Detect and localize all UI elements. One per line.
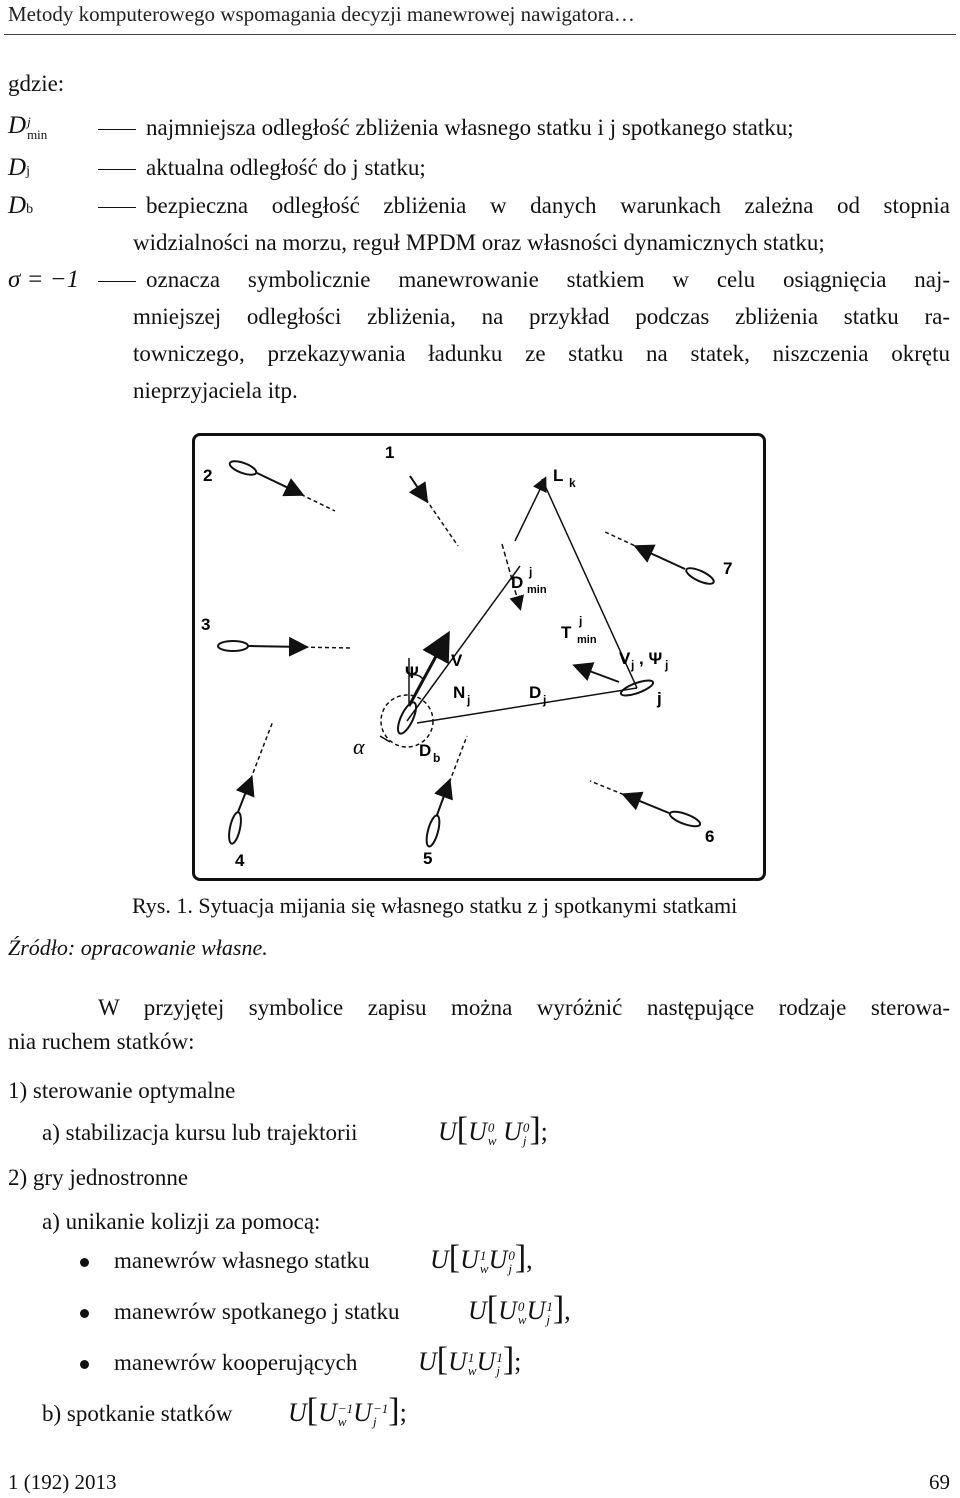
footer-page-number: 69 (929, 1470, 950, 1494)
def-db-symbol: Db (8, 192, 34, 219)
running-header: Metody komputerowego wspomagania decyzji manewrowej nawigatora… (8, 2, 635, 26)
label-nj-sub: j (467, 693, 471, 707)
formula-1a: U[U0 w U0 j]; (438, 1111, 548, 1149)
item-2: 2) gry jednostronne (8, 1165, 189, 1190)
ship-2-track (228, 459, 335, 511)
header-rule (4, 34, 956, 35)
ship-6-track (590, 781, 702, 829)
label-v: V (451, 651, 463, 670)
label-tmin-sup: j (579, 614, 583, 628)
formula-2b: U[U−1 w U−1 j ]; (288, 1392, 407, 1430)
label-db: D (419, 741, 432, 760)
formula-b2: U[U0 wU1 j], (468, 1290, 571, 1328)
label-psi: Ψ (405, 663, 419, 682)
def-db-line1: bezpieczna odległość zbliżenia w danych warunkach zależna od stopnia (98, 188, 950, 224)
ship-3-track (218, 641, 350, 651)
gdzie-label: gdzie: (8, 71, 65, 96)
label-dmin-sup: j (529, 565, 533, 579)
label-nj: N (453, 683, 466, 702)
def-dmin-text: najmniejsza odległość zbliżenia własnego statku i j spotkanego statku; (98, 110, 794, 146)
figure-source: Źródło: opracowanie własne. (8, 935, 268, 960)
label-vj: V (619, 649, 631, 668)
def-sigma-line2: mniejszej odległości zbliżenia, na przykład podczas zbliżenia statku ra- (133, 304, 950, 329)
def-db-line2: widzialności na morzu, reguł MPDM oraz własności dynamicznych statku; (133, 230, 825, 255)
bullet-3 (80, 1345, 89, 1381)
body-para-line2: nia ruchem statków: (8, 1029, 195, 1054)
label-psij-sub: j (665, 658, 669, 672)
lk-arrow (515, 479, 545, 541)
figure-caption: Rys. 1. Sytuacja mijania się własnego statku z j spotkanymi statkami (132, 893, 738, 918)
ship-7-track (603, 531, 716, 587)
label-lk: L (553, 466, 564, 485)
bullet-1 (80, 1243, 89, 1279)
def-dj-text: aktualna odległość do j statku; (98, 150, 426, 186)
label-vj-sub: j (631, 658, 635, 672)
bullet-3-text: manewrów kooperujących (114, 1350, 358, 1375)
label-db-sub: b (433, 751, 441, 765)
label-1: 1 (385, 443, 395, 462)
item-1: 1) sterowanie optymalne (8, 1078, 236, 1103)
label-j: j (657, 689, 662, 708)
def-sigma-line3: towniczego, przekazywania ładunku ze statku na statek, niszczenia okrętu (133, 341, 950, 366)
label-dj: D (529, 683, 542, 702)
item-2b: b) spotkanie statków (42, 1401, 233, 1426)
label-6: 6 (705, 827, 715, 846)
label-lk-sub: k (569, 476, 576, 490)
label-dj-sub: j (543, 693, 547, 707)
figure-frame (192, 433, 766, 881)
item-1a: a) stabilizacja kursu lub trajektorii (42, 1120, 358, 1145)
label-tmin: T (561, 623, 572, 642)
label-psij: , Ψ (639, 649, 663, 668)
label-5: 5 (423, 849, 433, 868)
ship-4-track (227, 721, 273, 845)
label-4: 4 (235, 851, 245, 870)
label-alpha: α (353, 734, 365, 759)
body-para-line1: W przyjętej symbolice zapisu można wyróżnić następujące rodzaje sterowa- (98, 995, 950, 1020)
encounter-diagram (195, 436, 763, 878)
item-2a: a) unikanie kolizji za pomocą: (42, 1209, 321, 1234)
label-dmin: D (511, 573, 524, 592)
def-dj-symbol: Dj (8, 154, 30, 181)
own-ship (380, 636, 447, 747)
label-3: 3 (201, 615, 211, 634)
ship-1-track (410, 476, 458, 546)
footer-issue: 1 (192) 2013 (8, 1470, 117, 1494)
def-sigma-line1: oznacza symbolicznie manewrowanie statkiem w celu osiągnięcia naj- (98, 262, 950, 298)
def-dmin-symbol: Dj min (8, 112, 48, 142)
bullet-2-text: manewrów spotkanego j statku (114, 1299, 400, 1324)
def-sigma-line4: nieprzyjaciela itp. (133, 378, 298, 403)
label-7: 7 (723, 559, 733, 578)
bullet-1-text: manewrów własnego statku (114, 1248, 370, 1273)
label-dmin-sub: min (527, 584, 547, 596)
label-tmin-sub: min (577, 634, 597, 646)
formula-b3: U[U1 wU1 j]; (418, 1341, 522, 1379)
bullet-2 (80, 1294, 89, 1330)
def-sigma-symbol: σ = −1 (8, 266, 80, 293)
label-2: 2 (203, 466, 213, 485)
formula-b1: U[U1 wU0 j], (430, 1239, 533, 1277)
dj-line (417, 688, 637, 723)
ship-j (576, 666, 655, 699)
